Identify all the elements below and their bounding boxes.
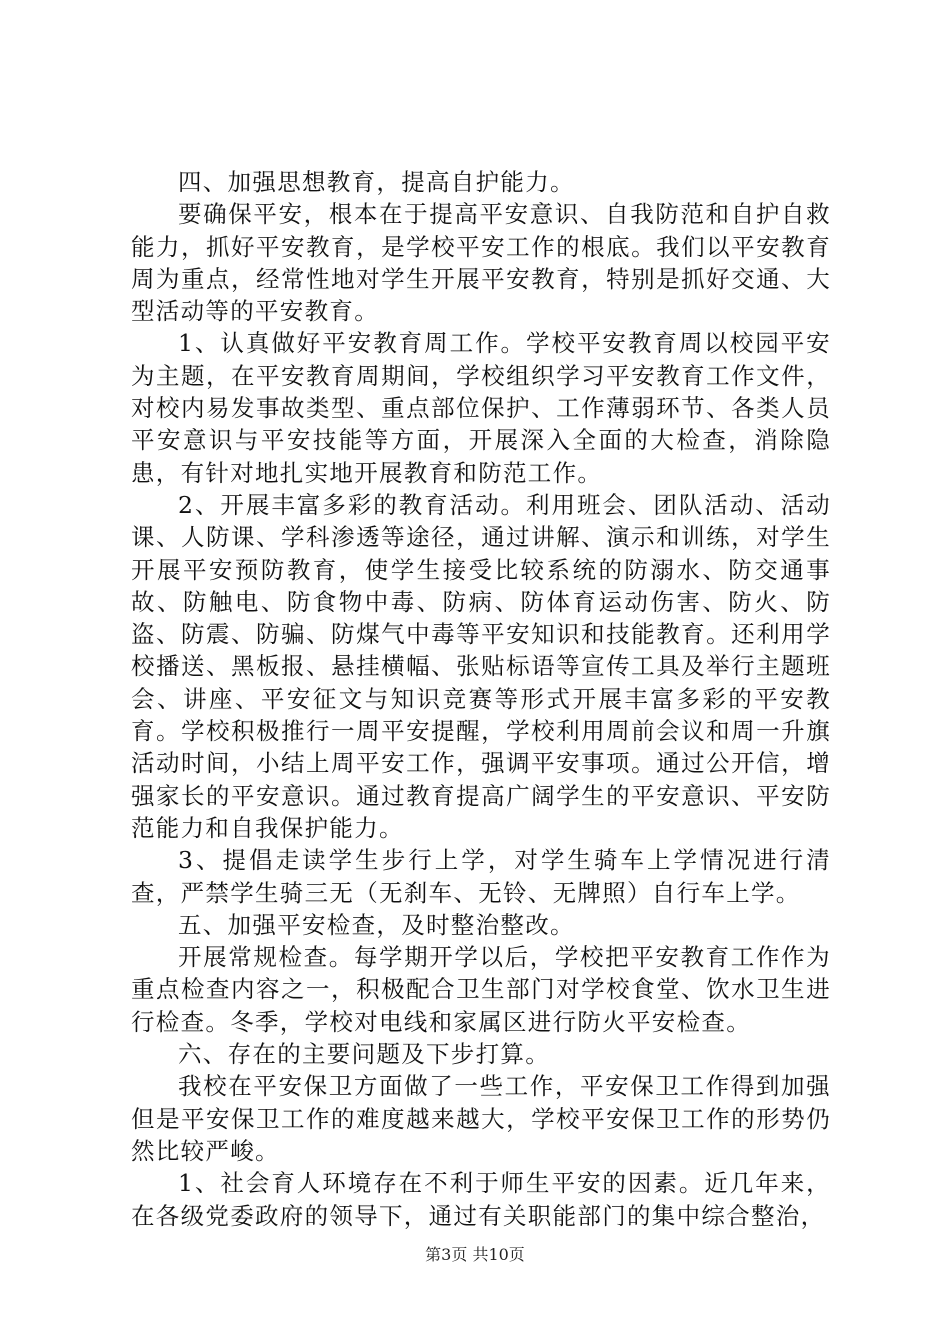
heading-five: 五、加强平安检查，及时整治整改。 <box>178 910 575 939</box>
heading-four: 四、加强思想教育，提高自护能力。 <box>178 168 575 196</box>
paragraph-current-situation: 我校在平安保卫方面做了一些工作，平安保卫工作得到加强但是平安保卫工作的难度越来越大，学校平安保卫工作的形势仍然比较严峻。 <box>131 1072 831 1165</box>
heading-six: 六、存在的主要问题及下步打算。 <box>178 1040 550 1069</box>
paragraph-education-week: 1、认真做好平安教育周工作。学校平安教育周以校园平安为主题，在平安教育周期间，学校组织学习平安教育工作文件，对校内易发事故类型、重点部位保护、工作薄弱环节、各类人员平安意识与平安技能等方面，开展深入全面的大检查，消除隐患，有针对地扎实地开展教育和防范工作。 <box>131 329 831 487</box>
paragraph-walking-to-school: 3、提倡走读学生步行上学，对学生骑车上学情况进行清查，严禁学生骑三无（无刹车、无铃、无牌照）自行车上学。 <box>131 846 831 907</box>
page-number-footer: 第3页 共10页 <box>425 1245 525 1264</box>
document-body <box>131 166 831 1232</box>
paragraph-safety-awareness: 要确保平安，根本在于提高平安意识、自我防范和自护自救能力，抓好平安教育，是学校平安工作的根底。我们以平安教育周为重点，经常性地对学生开展平安教育，特别是抓好交通、大型活动等的平安教育。 <box>131 200 831 326</box>
paragraph-routine-inspection: 开展常规检查。每学期开学以后，学校把平安教育工作作为重点检查内容之一，积极配合卫生部门对学校食堂、饮水卫生进行检查。冬季，学校对电线和家属区进行防火平安检查。 <box>131 943 831 1036</box>
paragraph-education-activities: 2、开展丰富多彩的教育活动。利用班会、团队活动、活动课、人防课、学科渗透等途径，通过讲解、演示和训练，对学生开展平安预防教育，使学生接受比较系统的防溺水、防交通事故、防触电、防食物中毒、防病、防体育运动伤害、防火、防盗、防震、防骗、防煤气中毒等平安知识和技能教育。还利用学校播送、黑板报、悬挂横幅、张贴标语等宣传工具及举行主题班会、讲座、平安征文与知识竞赛等形式开展丰富多彩的平安教育。学校积极推行一周平安提醒，学校利用周前会议和周一升旗活动时间，小结上周平安工作，强调平安事项。通过公开信，增强家长的平安意识。通过教育提高广阔学生的平安意识、平安防范能力和自我保护能力。 <box>131 490 831 842</box>
paragraph-social-environment: 1、社会育人环境存在不利于师生平安的因素。近几年来，在各级党委政府的领导下，通过有关职能部门的集中综合整治， <box>131 1169 831 1230</box>
